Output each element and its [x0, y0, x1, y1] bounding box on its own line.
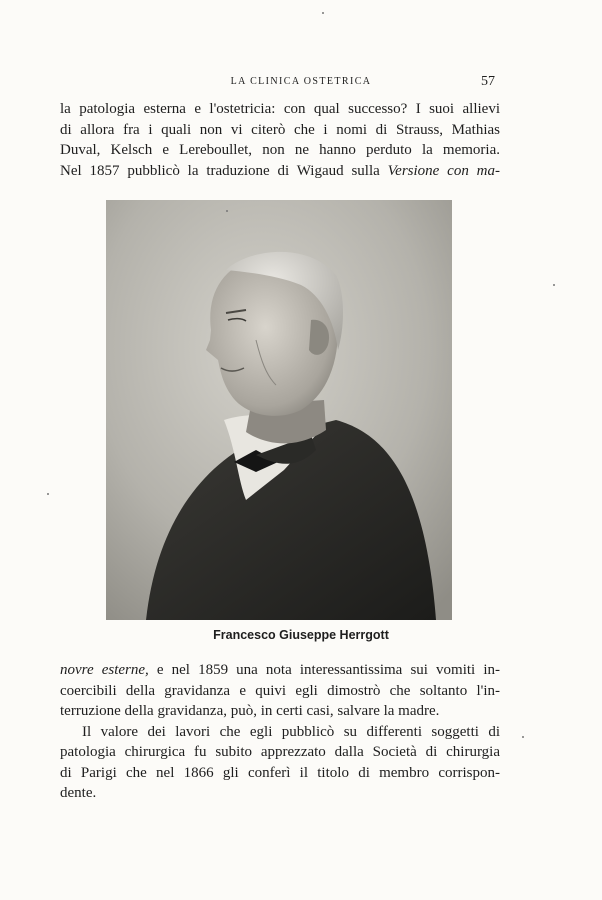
italic-title-fragment: Versione con ma- [387, 162, 501, 179]
running-title: LA CLINICA OSTETRICA [230, 76, 372, 87]
top-paragraph [60, 99, 500, 181]
page-number: 57 [481, 74, 495, 89]
text-line: coercibili della gravidanza e quivi egli dimostrò che soltanto l'in- [60, 682, 500, 699]
print-speck [522, 736, 524, 738]
print-speck [322, 12, 324, 14]
text-line: terruzione della gravidanza, può, in certi casi, salvare la madre. [60, 703, 440, 719]
print-speck [226, 210, 228, 212]
text-line: la patologia esterna e l'ostetricia: con qual successo? I suoi allievi [60, 101, 500, 117]
text-line: di Parigi che nel 1866 gli conferì il titolo di membro corrispon- [60, 764, 500, 781]
figure-caption: Francesco Giuseppe Herrgott [213, 628, 389, 642]
portrait-photo [106, 200, 452, 620]
print-speck [47, 493, 49, 495]
italic-title-fragment: novre esterne, [60, 662, 149, 678]
portrait-image [106, 200, 452, 620]
text-line: Duval, Kelsch e Lereboullet, non ne hanno perduto la memoria. [60, 142, 500, 158]
text-line: Il valore dei lavori che egli pubblicò su differenti soggetti di [82, 723, 500, 740]
text-line: dente. [60, 785, 97, 801]
print-speck [553, 284, 555, 286]
text-line: di allora fra i quali non vi citerò che i nomi di Strauss, Mathias [60, 121, 500, 138]
text-line: novre esterne, e nel 1859 una nota interessantissima sui vomiti in- [60, 662, 500, 678]
text-line: patologia chirurgica fu subito apprezzato dalla Società di chirurgia [60, 744, 500, 760]
text-line: Nel 1857 pubblicò la traduzione di Wigaud sulla Versione con ma- [60, 162, 501, 179]
bottom-paragraphs [60, 660, 500, 804]
